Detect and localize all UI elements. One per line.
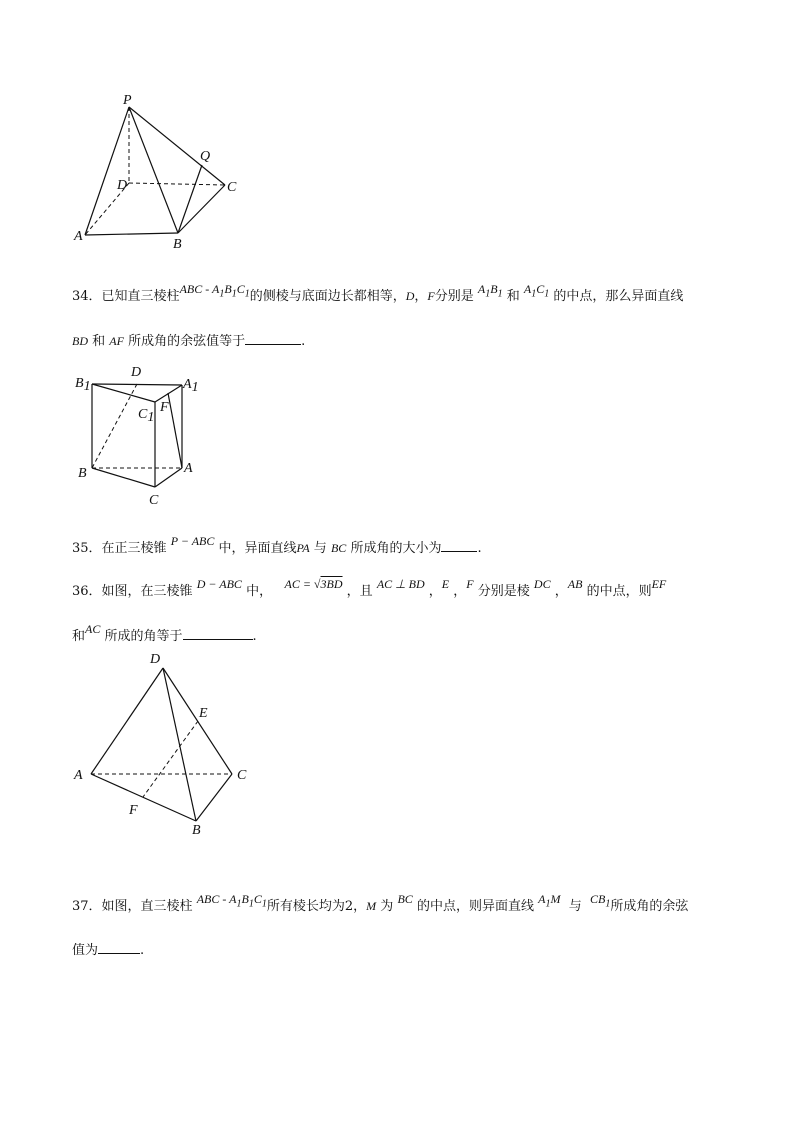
- label-B: B: [173, 237, 182, 252]
- q34-line1: 34．已知直三棱柱ABC - $A_1B_1C_1$的侧棱与底面边长都相等，D，F分别是 $A_1B_1$ 和 $A_1C_1$ 的中点，那么异面直线: [72, 282, 684, 304]
- label-A1: A1: [183, 377, 199, 395]
- q37-line1: 37．如图，直三棱柱 ABC - $A_1B_1C_1$所有棱长均为2，M 为 BC 的中点，则异面直线 $A_1M$ 与 $CB_1$所成角的余弦: [72, 892, 689, 914]
- q36-line2: 和AC 所成的角等于 .: [72, 622, 257, 644]
- q34-number: 34．: [72, 289, 102, 304]
- q34-prism: ABC - $A_1B_1C_1$: [179, 282, 250, 300]
- label-D: D: [117, 178, 128, 193]
- q34-A1B1: $A_1B_1$: [477, 282, 503, 300]
- label-B: B: [192, 823, 201, 838]
- label-P: P: [123, 93, 132, 108]
- figure-pyramid-pq: [70, 92, 250, 252]
- q37-number: 37．: [72, 899, 102, 914]
- label-B: B: [78, 466, 87, 481]
- label-A: A: [74, 229, 83, 244]
- label-C: C: [227, 180, 237, 195]
- label-Q: Q: [200, 149, 211, 164]
- q37-A1M: $A_1M$: [538, 892, 561, 910]
- figure-tetrahedron: [70, 648, 260, 838]
- q35-line: 35．在正三棱锥 P − ABC 中，异面直线PA 与 BC 所成角的大小为 .: [72, 534, 482, 556]
- label-B1: B1: [75, 376, 91, 394]
- label-A: A: [74, 768, 83, 783]
- q34-answer-blank[interactable]: [245, 332, 301, 345]
- q34-A1C1: $A_1C_1$: [523, 282, 550, 300]
- q35-answer-blank[interactable]: [441, 539, 477, 552]
- q37-CB1: $CB_1$: [589, 892, 611, 910]
- label-F: F: [129, 803, 138, 818]
- label-E: E: [199, 706, 208, 721]
- q36-equation: AC = √3BD: [284, 577, 343, 591]
- q37-prism: ABC - $A_1B_1C_1$: [196, 892, 267, 910]
- label-D: D: [131, 365, 142, 380]
- q36-answer-blank[interactable]: [183, 627, 253, 640]
- label-A: A: [184, 461, 193, 476]
- label-F: F: [160, 400, 169, 415]
- q37-answer-blank[interactable]: [98, 941, 140, 954]
- q34-line2: BD 和 AF 所成角的余弦值等于 .: [72, 334, 306, 349]
- q37-line2: 值为 .: [72, 943, 145, 958]
- q36-number: 36．: [72, 584, 102, 599]
- label-D: D: [150, 652, 161, 667]
- label-C: C: [237, 768, 247, 783]
- q35-number: 35．: [72, 541, 102, 556]
- figure-prism: [70, 360, 210, 510]
- label-C: C: [149, 493, 159, 508]
- q36-line1: 36．如图，在三棱锥 D − ABC 中， AC = √3BD ，且 AC ⊥ BD ，E ，F 分别是棱 DC ，AB 的中点，则EF: [72, 577, 667, 599]
- label-C1: C1: [138, 407, 155, 425]
